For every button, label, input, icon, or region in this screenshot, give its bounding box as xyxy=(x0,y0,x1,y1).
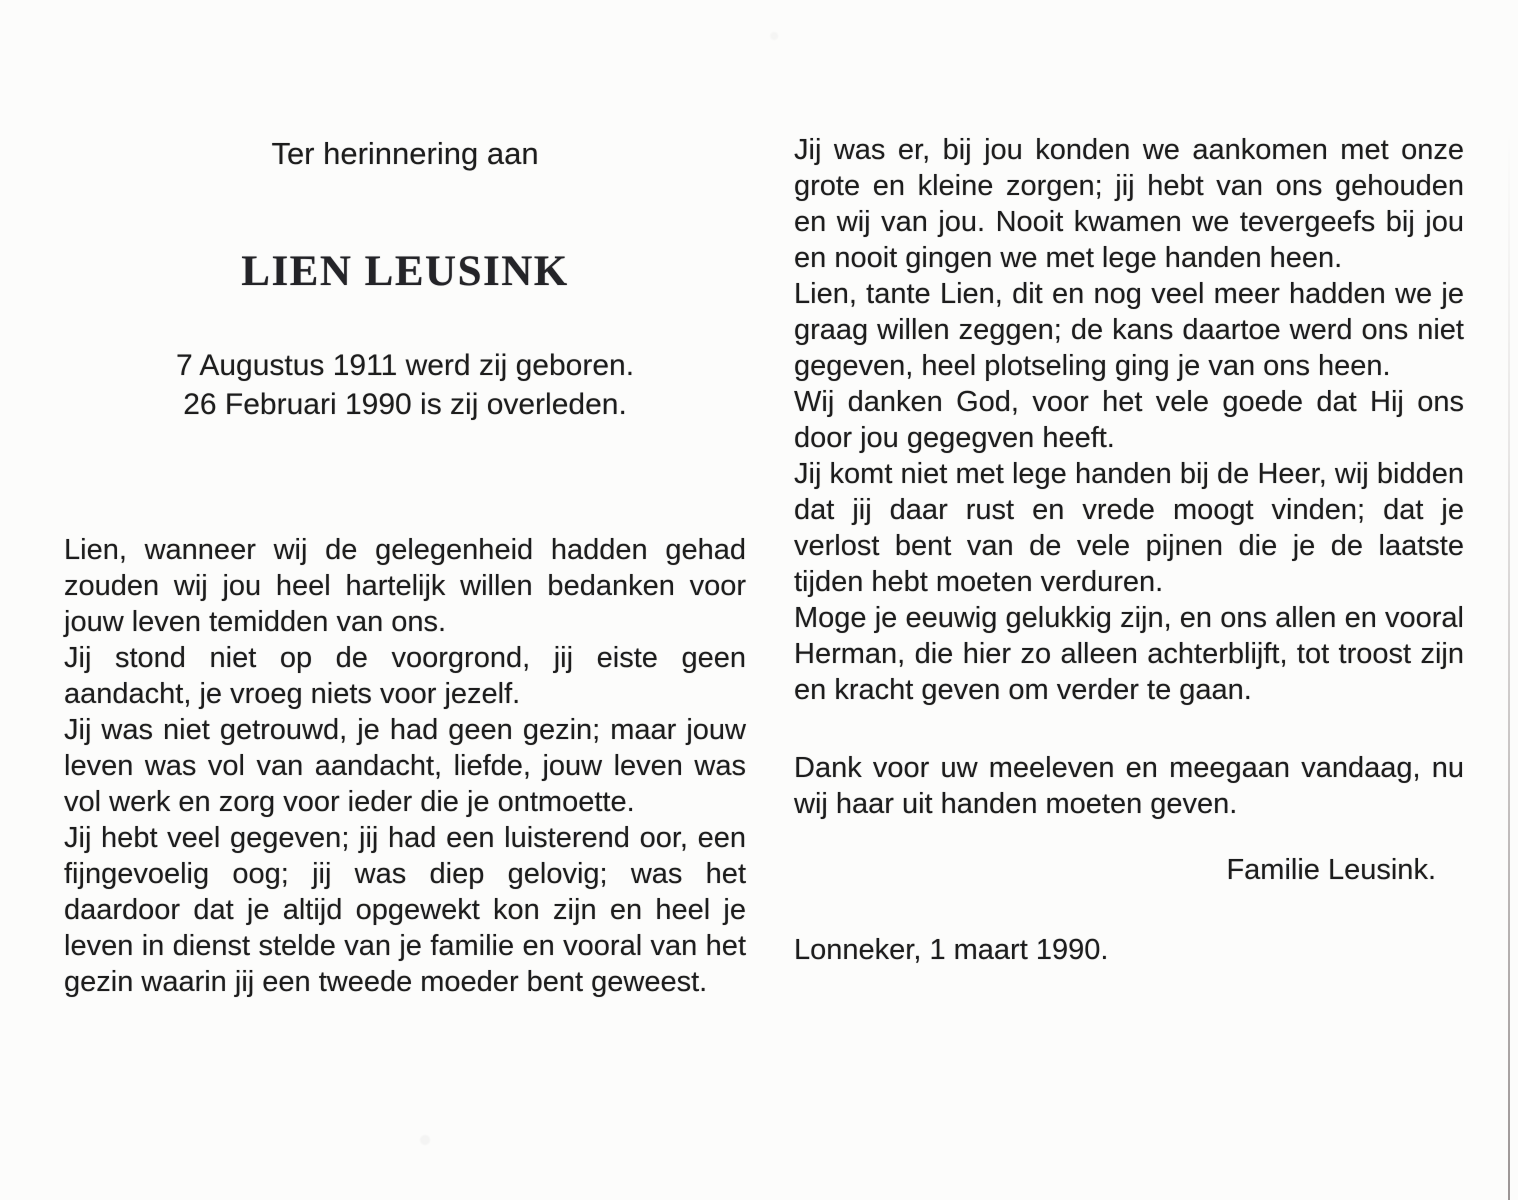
scan-fold-line xyxy=(1508,130,1510,1200)
life-dates xyxy=(64,346,746,424)
paragraph: Wij danken God, voor het vele goede dat Hij ons door jou gegegven heeft. xyxy=(794,386,1464,454)
dedication-line: Ter herinnering aan xyxy=(271,136,539,171)
deceased-name: LIEN LEUSINK xyxy=(241,248,569,295)
left-page-text xyxy=(64,532,746,1000)
paragraph: Jij stond niet op de voorgrond, jij eiste geen aandacht, je vroeg niets voor jezelf. xyxy=(64,642,746,710)
birth-line: 7 Augustus 1911 werd zij geboren. xyxy=(175,349,635,382)
signature-line: Familie Leusink. xyxy=(1226,854,1436,886)
death-line: 26 Februari 1990 is zij overleden. xyxy=(183,388,627,421)
paragraph: Jij was er, bij jou konden we aankomen met onze grote en kleine zorgen; jij hebt van ons gehouden en wij van jou. Nooit kwamen we tevergeefs bij jou en nooit gingen we met lege handen heen. xyxy=(794,134,1464,274)
paragraph: Moge je eeuwig gelukkig zijn, en ons allen en vooral Herman, die hier zo alleen achterblijft, tot troost zijn en kracht geven om verder te gaan. xyxy=(794,602,1464,706)
paragraph: Lien, wanneer wij de gelegenheid hadden gehad zouden wij jou heel hartelijk willen bedanken voor jouw leven temidden van ons. xyxy=(64,534,746,638)
paragraph: Jij hebt veel gegeven; jij had een luisterend oor, een fijngevoelig oog; jij was diep gelovig; was het daardoor dat je altijd opgewekt kon zijn en heel je leven in dienst stelde van je familie en vooral van het gezin waarin jij een tweede moeder bent geweest. xyxy=(64,822,746,998)
right-page xyxy=(794,0,1464,968)
paragraph: Jij was niet getrouwd, je had geen gezin; maar jouw leven was vol van aandacht, liefde, jouw leven was vol werk en zorg voor ieder die je ontmoette. xyxy=(64,714,746,818)
paragraph: Lien, tante Lien, dit en nog veel meer hadden we je graag willen zeggen; de kans daartoe werd ons niet gegeven, heel plotseling ging je van ons heen. xyxy=(794,278,1464,382)
thanks-paragraph: Dank voor uw meeleven en meegaan vandaag, nu wij haar uit handen moeten geven. xyxy=(794,752,1464,820)
right-page-text xyxy=(794,132,1464,708)
left-page xyxy=(64,0,746,1000)
place-date-line: Lonneker, 1 maart 1990. xyxy=(794,934,1109,966)
paragraph: Jij komt niet met lege handen bij de Heer, wij bidden dat jij daar rust en vrede moogt vinden; dat je verlost bent van de vele pijnen die je de laatste tijden hebt moeten verduren. xyxy=(794,458,1464,598)
